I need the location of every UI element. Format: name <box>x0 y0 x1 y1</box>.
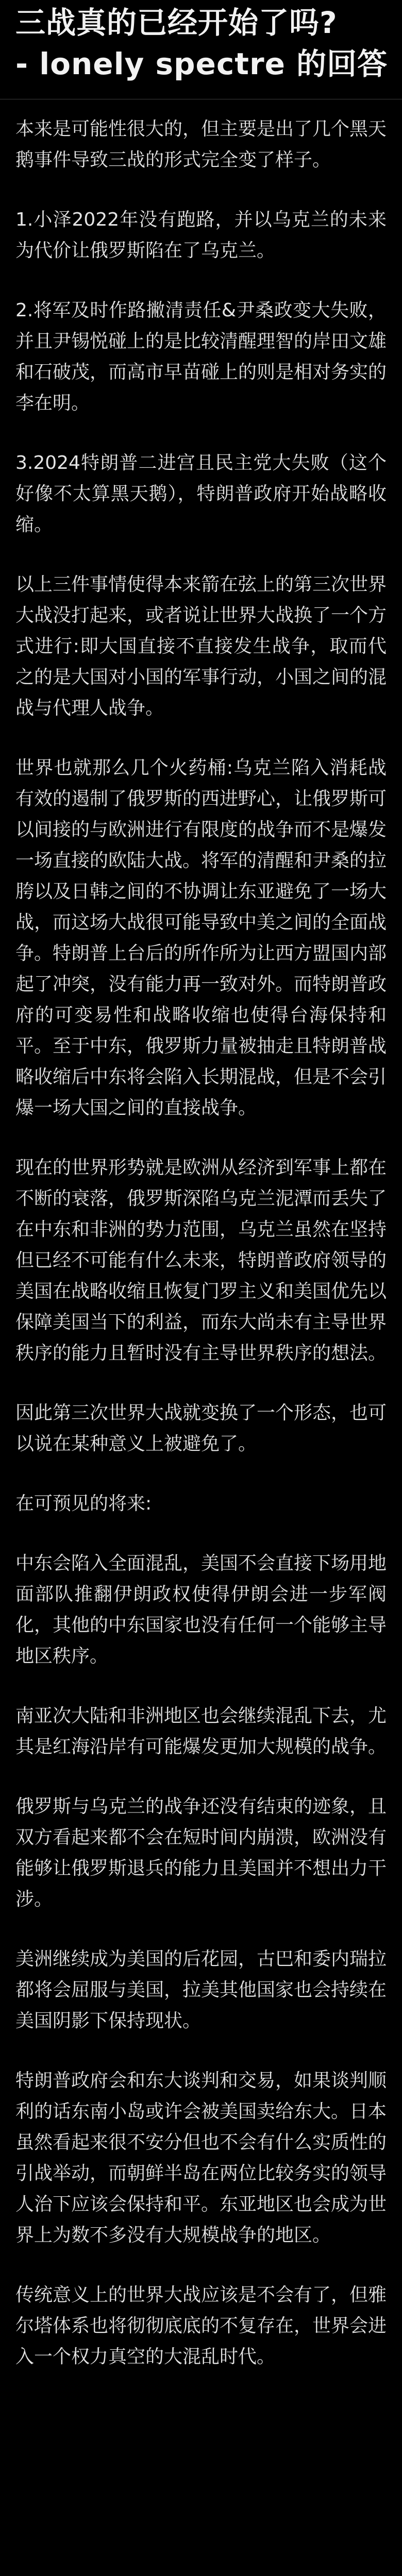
paragraph: 在可预见的将来: <box>15 1493 152 1514</box>
paragraph: 2.将军及时作路撇清责任&尹桑政变大失败，并且尹锡悦碰上的是比较清醒理智的岸田文雄和石破茂，而高市早苗碰上的则是相对务实的李在明。 <box>15 300 387 414</box>
page-title <box>15 0 387 84</box>
answer-body <box>15 99 387 2372</box>
paragraph: 1.小泽2022年没有跑路，并以乌克兰的未来为代价让俄罗斯陷在了乌克兰。 <box>15 209 387 261</box>
paragraph: 本来是可能性很大的，但主要是出了几个黑天鹅事件导致三战的形式完全变了样子。 <box>15 118 387 171</box>
paragraph: 3.2024特朗普二进宫且民主党大失败（这个好像不太算黑天鹅），特朗普政府开始战略收缩。 <box>15 452 387 535</box>
paragraph: 南亚次大陆和非洲地区也会继续混乱下去，尤其是红海沿岸有可能爆发更加大规模的战争。 <box>15 1705 387 1757</box>
paragraph: 世界也就那么几个火药桶:乌克兰陷入消耗战有效的遏制了俄罗斯的西进野心，让俄罗斯可以间接的与欧洲进行有限度的战争而不是爆发一场直接的欧陆大战。将军的清醒和尹桑的拉胯以及日韩之间的不协调让东亚避免了一场大战，而这场大战很可能导致中美之间的全面战争。特朗普上台后的所作所为让西方盟国内部起了冲突，没有能力再一致对外。而特朗普政府的可变易性和战略收缩也使得台海保持和平。至于中东，俄罗斯力量被抽走且特朗普战略收缩后中东将会陷入长期混战，但是不会引爆一场大国之间的直接战争。 <box>15 757 387 1118</box>
paragraph: 美洲继续成为美国的后花园，古巴和委内瑞拉都将会屈服与美国，拉美其他国家也会持续在美国阴影下保持现状。 <box>15 1948 387 2031</box>
paragraph: 以上三件事情使得本来箭在弦上的第三次世界大战没打起来，或者说让世界大战换了一个方式进行:即大国直接不直接发生战争，取而代之的是大国对小国的军事行动，小国之间的混战与代理人战争。 <box>15 574 387 719</box>
paragraph: 传统意义上的世界大战应该是不会有了，但雅尔塔体系也将彻彻底底的不复存在，世界会进入一个权力真空的大混乱时代。 <box>15 2284 387 2367</box>
paragraph: 俄罗斯与乌克兰的战争还没有结束的迹象，且双方看起来都不会在短时间内崩溃，欧洲没有能够让俄罗斯退兵的能力且美国并不想出力干涉。 <box>15 1796 387 1910</box>
paragraph: 特朗普政府会和东大谈判和交易，如果谈判顺利的话东南小岛或许会被美国卖给东大。日本虽然看起来很不安分但也不会有什么实质性的引战举动，而朝鲜半岛在两位比较务实的领导人治下应该会保持和平。东亚地区也会成为世界上为数不多没有大规模战争的地区。 <box>15 2070 387 2246</box>
paragraph: 因此第三次世界大战就变换了一个形态，也可以说在某种意义上被避免了。 <box>15 1402 387 1454</box>
page-title-line-2: - lonely spectre 的回答 <box>15 46 388 81</box>
paragraph: 中东会陷入全面混乱，美国不会直接下场用地面部队推翻伊朗政权使得伊朗会进一步军阀化，其他的中东国家也没有任何一个能够主导地区秩序。 <box>15 1553 387 1667</box>
paragraph: 现在的世界形势就是欧洲从经济到军事上都在不断的衰落，俄罗斯深陷乌克兰泥潭而丢失了在中东和非洲的势力范围，乌克兰虽然在坚持但已经不可能有什么未来，特朗普政府领导的美国在战略收缩且恢复门罗主义和美国优先以保障美国当下的利益，而东大尚未有主导世界秩序的能力且暂时没有主导世界秩序的想法。 <box>15 1157 387 1364</box>
page-title-line-1: 三战真的已经开始了吗? <box>15 5 338 40</box>
